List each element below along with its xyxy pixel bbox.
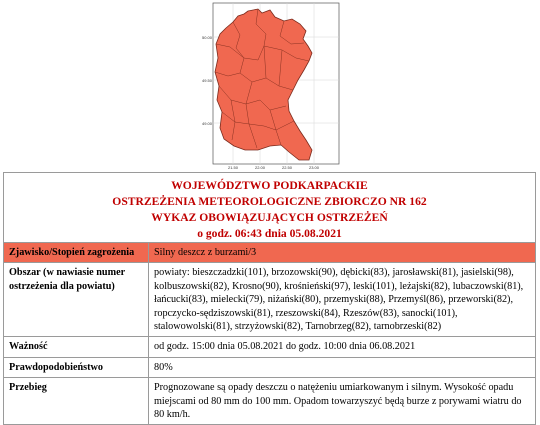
row-area <box>4 263 536 337</box>
warning-table <box>3 242 536 425</box>
lat-label: 49.50 <box>202 78 213 83</box>
area-label: Obszar (w nawiasie numer ostrzeżenia dla powiatu) <box>4 263 149 337</box>
area-value: powiaty: bieszczadzki(101), brzozowski(90), dębicki(83), jarosławski(81), jasielski(98), kolbuszowski(82), Krosno(90), krośnieński(97), leski(101), leżajski(82), lubaczowski(81), łańcucki(83), mielecki(79), niżański(80), przemyski(88), Przemyśl(86), przeworski(82), ropczycko-sędziszowski(81), rzeszowski(84), Rzeszów(83), sanocki(101), stalowowolski(81), strzyżowski(82), Tarnobrzeg(82), tarnobrzeski(82) <box>149 263 536 337</box>
lat-label: 50.00 <box>202 35 213 40</box>
validity-label: Ważność <box>4 337 149 357</box>
probability-value: 80% <box>149 357 536 377</box>
course-label: Przebieg <box>4 378 149 425</box>
row-course <box>4 378 536 425</box>
lon-label: 23.00 <box>308 165 320 170</box>
row-hazard <box>4 243 536 263</box>
header-list-title: WYKAZ OBOWIĄZUJĄCYCH OSTRZEŻEŃ <box>151 211 388 224</box>
lon-labels <box>228 165 320 170</box>
lat-label: 49.00 <box>202 121 213 126</box>
course-value: Prognozowane są opady deszczu o natężeniu umiarkowanym i silnym. Wysokość opadu miejscami od 80 mm do 100 mm. Opadom towarzyszyć będą burze z porywami wiatru do 80 km/h. <box>149 378 536 425</box>
header-issue-time: o godz. 06:43 dnia 05.08.2021 <box>197 227 342 240</box>
row-probability <box>4 357 536 377</box>
validity-value: od godz. 15:00 dnia 05.08.2021 do godz. 10:00 dnia 06.08.2021 <box>149 337 536 357</box>
probability-label: Prawdopodobieństwo <box>4 357 149 377</box>
header-voivodeship: WOJEWÓDZTWO PODKARPACKIE <box>171 179 368 192</box>
lon-label: 21.50 <box>227 165 239 170</box>
lon-label: 22.50 <box>281 165 293 170</box>
warning-header <box>3 172 536 242</box>
warning-map <box>0 0 540 172</box>
header-bulletin-number: OSTRZEŻENIA METEOROLOGICZNE ZBIORCZO NR 162 <box>112 195 427 208</box>
hazard-label: Zjawisko/Stopień zagrożenia <box>4 243 149 263</box>
hazard-value: Silny deszcz z burzami/3 <box>149 243 536 263</box>
row-validity <box>4 337 536 357</box>
lon-label: 22.00 <box>254 165 266 170</box>
lat-labels <box>202 35 213 126</box>
